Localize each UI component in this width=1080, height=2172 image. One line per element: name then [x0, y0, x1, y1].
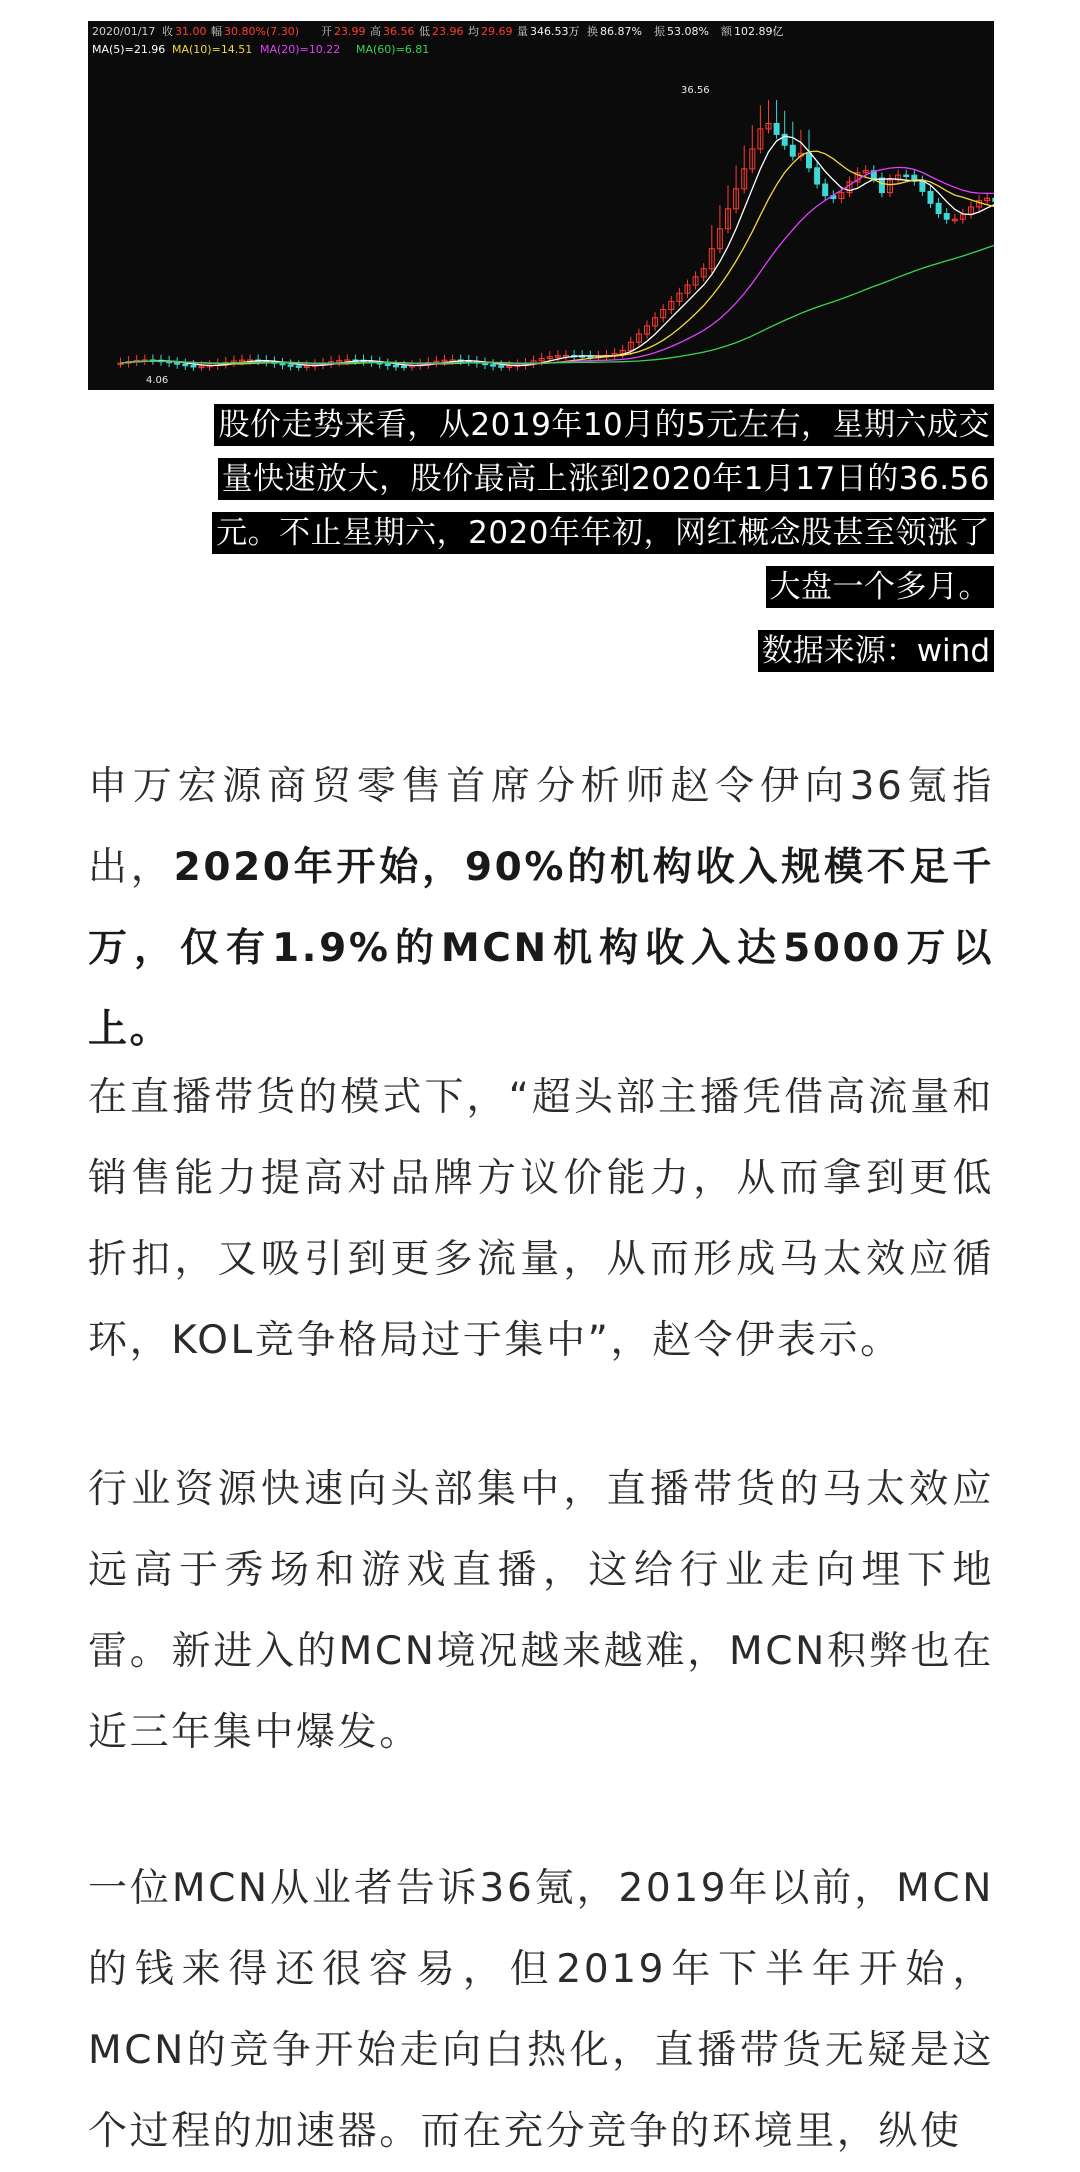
chart-info-turnover: 86.87% [600, 25, 642, 38]
candle-body [920, 181, 925, 191]
candle-body [385, 364, 390, 366]
candle-body [393, 365, 398, 367]
chart-info-close: 31.00 [175, 25, 207, 38]
chart-info-amplitude-label: 振 [654, 25, 665, 38]
chart-info-open: 23.99 [334, 25, 366, 38]
ma5-legend: MA(5)=21.96 [92, 43, 166, 56]
ma-line [121, 151, 995, 364]
candle-body [402, 366, 407, 368]
candle-body [815, 168, 820, 184]
chart-info-volume: 346.53万 [530, 25, 580, 38]
stock-chart [88, 21, 994, 390]
chart-caption [100, 398, 994, 614]
candle-body [183, 364, 188, 366]
candle-body [296, 366, 301, 368]
chart-info-change: 30.80%(7.30) [224, 25, 300, 38]
caption-line: 元。不止星期六，2020年年初，网红概念股甚至领涨了 [212, 512, 994, 554]
candle-body [499, 366, 504, 368]
chart-info-close-label: 收 [162, 25, 173, 38]
candle-body [904, 175, 909, 177]
plot-area [118, 100, 994, 371]
caption-line: 量快速放大，股价最高上涨到2020年1月17日的36.56 [218, 458, 994, 500]
chart-info-high-label: 高 [370, 25, 381, 38]
data-source [758, 626, 994, 676]
chart-info-turnover-label: 换 [587, 25, 598, 38]
chart-info-volume-label: 量 [517, 25, 528, 38]
candle-body [944, 214, 949, 220]
ma10-legend: MA(10)=14.51 [172, 43, 253, 56]
candle-body [879, 178, 884, 193]
paragraph-text: 在直播带货的模式下，“超头部主播凭借高流量和销售能力提高对品牌方议价能力，从而拿到更低折扣，又吸引到更多流量，从而形成马太效应循环，KOL竞争格局过于集中”，赵令伊表示。 [88, 1075, 994, 1363]
candle-body [491, 365, 496, 367]
candle-body [807, 153, 812, 167]
caption-line: 股价走势来看，从2019年10月的5元左右，星期六成交 [214, 404, 994, 446]
candle-body [280, 363, 285, 365]
chart-info-amount-label: 额 [721, 25, 732, 38]
data-source-label: 数据来源：wind [758, 630, 994, 672]
ma-line [121, 243, 995, 364]
article-paragraph-4 [88, 1848, 994, 2172]
paragraph-text: 行业资源快速向头部集中，直播带货的马太效应远高于秀场和游戏直播，这给行业走向埋下地雷。新进入的MCN境况越来越难，MCN积弊也在近三年集中爆发。 [88, 1467, 994, 1755]
chart-info-change-label: 幅 [211, 25, 222, 38]
chart-info-low-label: 低 [419, 25, 430, 38]
candlestick-chart [88, 21, 994, 390]
chart-info-avg: 29.69 [481, 25, 513, 38]
low-marker-label: 4.06 [146, 375, 169, 386]
article-paragraph-1 [88, 746, 994, 1070]
candle-body [175, 363, 180, 365]
ma-line [121, 167, 995, 363]
chart-info-date: 2020/01/17 [92, 25, 156, 38]
ma60-legend: MA(60)=6.81 [356, 43, 430, 56]
candle-body [928, 191, 933, 203]
chart-info-amount: 102.89亿 [734, 25, 784, 38]
candle-body [774, 123, 779, 134]
article-paragraph-3 [88, 1449, 994, 1773]
chart-info-high: 36.56 [383, 25, 415, 38]
paragraph-bold-text: 2020年开始，90%的机构收入规模不足千万，仅有1.9%的MCN机构收入达5000万以上。 [88, 845, 994, 1052]
ma20-legend: MA(20)=10.22 [260, 43, 341, 56]
candle-body [790, 145, 795, 156]
article-paragraph-2 [88, 1057, 994, 1381]
candle-body [823, 184, 828, 196]
paragraph-text: 申万宏源商贸零售首席分析师赵令伊向36氪指出， [88, 764, 994, 890]
chart-info-avg-label: 均 [468, 25, 479, 38]
candle-body [936, 203, 941, 213]
chart-info-low: 23.96 [432, 25, 464, 38]
chart-info-amplitude: 53.08% [667, 25, 709, 38]
chart-info-open-label: 开 [321, 25, 332, 38]
paragraph-text: 一位MCN从业者告诉36氪，2019年以前，MCN的钱来得还很容易，但2019年下半年开始，MCN的竞争开始走向白热化，直播带货无疑是这个过程的加速器。而在充分竞争的环境里，纵使 [88, 1866, 994, 2154]
candle-body [191, 366, 196, 368]
caption-line: 大盘一个多月。 [766, 566, 995, 608]
high-marker-label: 36.56 [681, 85, 710, 96]
candle-body [288, 365, 293, 367]
candle-body [993, 198, 994, 201]
